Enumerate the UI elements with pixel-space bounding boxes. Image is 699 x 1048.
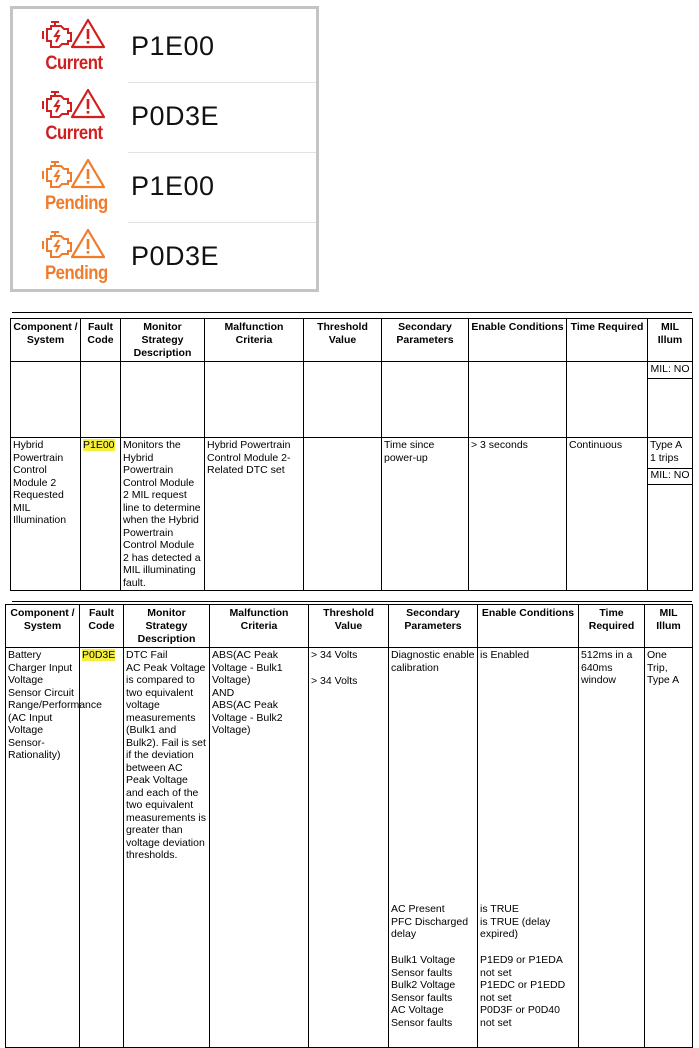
header-monitor: Monitor Strategy Description xyxy=(121,319,205,362)
engine-warning-icon xyxy=(41,87,107,149)
header-fault-code: Fault Code xyxy=(80,605,124,648)
header-secondary: Secondary Parameters xyxy=(389,605,478,648)
dtc-item[interactable] xyxy=(13,223,316,293)
mil-no: MIL: NO xyxy=(648,469,692,485)
dtc-status-label: Pending xyxy=(44,193,108,214)
header-threshold: Threshold Value xyxy=(304,319,382,362)
fault-code-cell xyxy=(81,438,121,591)
table-cell xyxy=(567,362,648,438)
enable-cell: > 3 seconds xyxy=(469,438,567,591)
page-rule xyxy=(12,312,692,313)
threshold-cell xyxy=(304,438,382,591)
dtc-code: P0D3E xyxy=(131,241,220,271)
header-time: Time Required xyxy=(567,319,648,362)
header-component: Component / System xyxy=(11,319,81,362)
secondary-cell xyxy=(389,648,478,1048)
dtc-code: P0D3E xyxy=(131,101,220,131)
engine-warning-icon xyxy=(41,227,107,289)
secondary-param: Bulk1 Voltage Sensor faults Bulk2 Voltage Sensor faults AC Voltage Sensor faults xyxy=(391,954,456,1029)
dtc-status-label: Current xyxy=(45,53,103,74)
table-cell xyxy=(11,362,81,438)
time-cell: 512ms in a 640ms window xyxy=(579,648,645,1048)
header-secondary: Secondary Parameters xyxy=(382,319,469,362)
engine-warning-icon xyxy=(41,17,107,79)
secondary-cell: Time since power-up xyxy=(382,438,469,591)
header-threshold: Threshold Value xyxy=(309,605,389,648)
header-component: Component / System xyxy=(6,605,80,648)
malfunction-cell: ABS(AC Peak Voltage - Bulk1 Voltage) AND ABS(AC Peak Voltage - Bulk2 Voltage) xyxy=(210,648,309,1048)
spec-table-p0d3e xyxy=(5,604,693,1048)
table-cell xyxy=(469,362,567,438)
header-mil: MIL Illum xyxy=(645,605,693,648)
table-cell xyxy=(121,362,205,438)
threshold-value: > 34 Volts xyxy=(311,649,358,661)
header-enable: Enable Conditions xyxy=(478,605,579,648)
monitor-cell: Monitors the Hybrid Powertrain Control Module 2 MIL request line to determine when the Hybrid Powertrain Control Module 2 has detected a MIL illuminating fault. xyxy=(121,438,205,591)
fault-code: P1E00 xyxy=(83,439,115,451)
mil-no: MIL: NO xyxy=(648,363,692,379)
header-malfunction: Malfunction Criteria xyxy=(210,605,309,648)
table-row xyxy=(11,438,693,591)
threshold-value: > 34 Volts xyxy=(311,674,358,687)
engine-warning-icon xyxy=(41,157,107,219)
enable-condition: is TRUE is TRUE (delay expired) xyxy=(480,903,551,940)
enable-cell xyxy=(478,648,579,1048)
header-time: Time Required xyxy=(579,605,645,648)
dtc-code: P1E00 xyxy=(131,171,215,201)
mil-cell xyxy=(648,362,693,438)
table-cell xyxy=(304,362,382,438)
table-cell xyxy=(382,362,469,438)
table-cell xyxy=(81,362,121,438)
header-fault-code: Fault Code xyxy=(81,319,121,362)
mil-cell xyxy=(648,438,693,591)
page-rule xyxy=(12,601,692,602)
dtc-code: P1E00 xyxy=(131,31,215,61)
dtc-item[interactable] xyxy=(13,13,316,83)
dtc-list-panel xyxy=(10,6,319,292)
monitor-cell: DTC Fail AC Peak Voltage is compared to two equivalent voltage measurements (Bulk1 and Bulk2). Fail is set if the deviation between AC Peak Voltage and each of the two equivalent measurements is greater than voltage deviation thresholds. xyxy=(124,648,210,1048)
fault-code: P0D3E xyxy=(82,649,116,661)
dtc-item[interactable] xyxy=(13,83,316,153)
enable-condition: is Enabled xyxy=(480,649,530,661)
mil-cell: One Trip, Type A xyxy=(645,648,693,1048)
malfunction-cell: Hybrid Powertrain Control Module 2-Related DTC set xyxy=(205,438,304,591)
spec-table-p1e00 xyxy=(10,318,693,591)
header-monitor: Monitor Strategy Description xyxy=(124,605,210,648)
time-cell: Continuous xyxy=(567,438,648,591)
dtc-item[interactable] xyxy=(13,153,316,223)
enable-condition: P1ED9 or P1EDA not set P1EDC or P1EDD not set P0D3F or P0D40 not set xyxy=(480,954,566,1029)
component-cell: Hybrid Powertrain Control Module 2 Requested MIL Illumination xyxy=(11,438,81,591)
mil-type: Type A 1 trips xyxy=(648,439,692,469)
dtc-status-label: Pending xyxy=(44,263,108,284)
table-cell xyxy=(205,362,304,438)
header-enable: Enable Conditions xyxy=(469,319,567,362)
dtc-status-label: Current xyxy=(45,123,103,144)
secondary-param: AC Present PFC Discharged delay xyxy=(391,903,469,940)
header-mil: MIL Illum xyxy=(648,319,693,362)
table-row xyxy=(6,648,693,1048)
component-cell: Battery Charger Input Voltage Sensor Circuit Range/Performance (AC Input Voltage Sensor-Rationality) xyxy=(6,648,80,1048)
header-malfunction: Malfunction Criteria xyxy=(205,319,304,362)
secondary-param: Diagnostic enable calibration xyxy=(391,649,475,674)
threshold-cell xyxy=(309,648,389,1048)
